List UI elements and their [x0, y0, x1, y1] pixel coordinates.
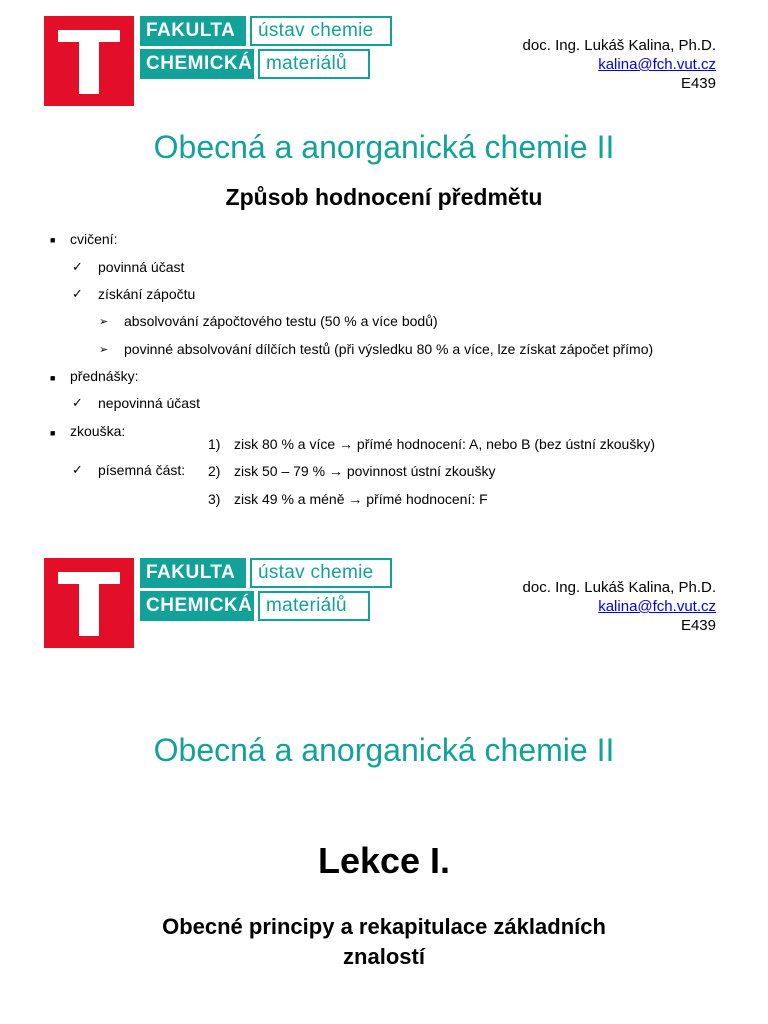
- logo-faculty-line2: CHEMICKÁ: [140, 591, 254, 621]
- course-title: Obecná a anorganická chemie II: [153, 732, 615, 768]
- list-item-pisemna-cast: písemná část:: [98, 462, 186, 478]
- list-item-povinna-ucast: povinná účast: [98, 259, 185, 275]
- author-info: [523, 578, 716, 635]
- checkmark-icon: ✓: [72, 395, 83, 410]
- grading-item: zisk 49 % a méně → přímé hodnocení: F: [234, 491, 488, 507]
- logo-institute-line2: materiálů: [258, 49, 370, 79]
- logo-faculty-line1: FAKULTA: [140, 558, 246, 588]
- list-item-zkouska: zkouška:: [70, 423, 126, 439]
- list-item-absolvovani-testu: absolvování zápočtového testu (50 % a více bodů): [124, 313, 438, 329]
- arrowhead-bullet-icon: ➢: [99, 344, 109, 356]
- checkmark-icon: ✓: [72, 462, 83, 477]
- course-title: Obecná a anorganická chemie II: [153, 129, 615, 165]
- grading-item: zisk 80 % a více → přímé hodnocení: A, nebo B (bez ústní zkoušky): [234, 436, 655, 452]
- grading-number: 2): [208, 463, 221, 479]
- list-item-ziskani-zapoctu: získání zápočtu: [98, 286, 196, 302]
- logo-institute-line1: ústav chemie: [250, 558, 392, 588]
- bullet-square-icon: ■: [50, 235, 56, 245]
- list-item-cviceni: cvičení:: [70, 231, 118, 247]
- lecture-subtitle: Obecné principy a rekapitulace základních znalostí: [162, 914, 606, 969]
- slide-2: [0, 542, 768, 1024]
- grading-number: 1): [208, 436, 221, 452]
- vut-t-logo-icon: [44, 558, 134, 648]
- logo-faculty-line1: FAKULTA: [140, 16, 246, 46]
- grading-number: 3): [208, 491, 221, 507]
- list-item-dilci-testy: povinné absolvování dílčích testů (při výsledku 80 % a více, lze získat zápočet přímo): [124, 341, 654, 357]
- author-info: [523, 36, 716, 93]
- checkmark-icon: ✓: [72, 286, 83, 301]
- checkmark-icon: ✓: [72, 259, 83, 274]
- author-office: E439: [680, 617, 716, 634]
- vut-t-logo-icon: [44, 16, 134, 106]
- slide-subtitle: Způsob hodnocení předmětu: [225, 184, 543, 210]
- arrowhead-bullet-icon: ➢: [99, 316, 109, 328]
- list-item-prednasky: přednášky:: [70, 368, 139, 384]
- list-item-nepovinna-ucast: nepovinná účast: [98, 395, 200, 411]
- author-office: E439: [680, 75, 716, 92]
- logo-institute-line2: materiálů: [258, 591, 370, 621]
- author-name: doc. Ing. Lukáš Kalina, Ph.D.: [522, 579, 716, 596]
- grading-item: zisk 50 – 79 % → povinnost ústní zkoušky: [234, 463, 496, 479]
- logo-institute-line1: ústav chemie: [250, 16, 392, 46]
- author-email-link[interactable]: kalina@fch.vut.cz: [598, 598, 716, 615]
- logo-faculty-line2: CHEMICKÁ: [140, 49, 254, 79]
- author-name: doc. Ing. Lukáš Kalina, Ph.D.: [522, 37, 716, 54]
- author-email-link[interactable]: kalina@fch.vut.cz: [598, 56, 716, 73]
- bullet-square-icon: ■: [50, 373, 56, 383]
- bullet-square-icon: ■: [50, 428, 56, 438]
- lecture-title: Lekce I.: [317, 840, 451, 881]
